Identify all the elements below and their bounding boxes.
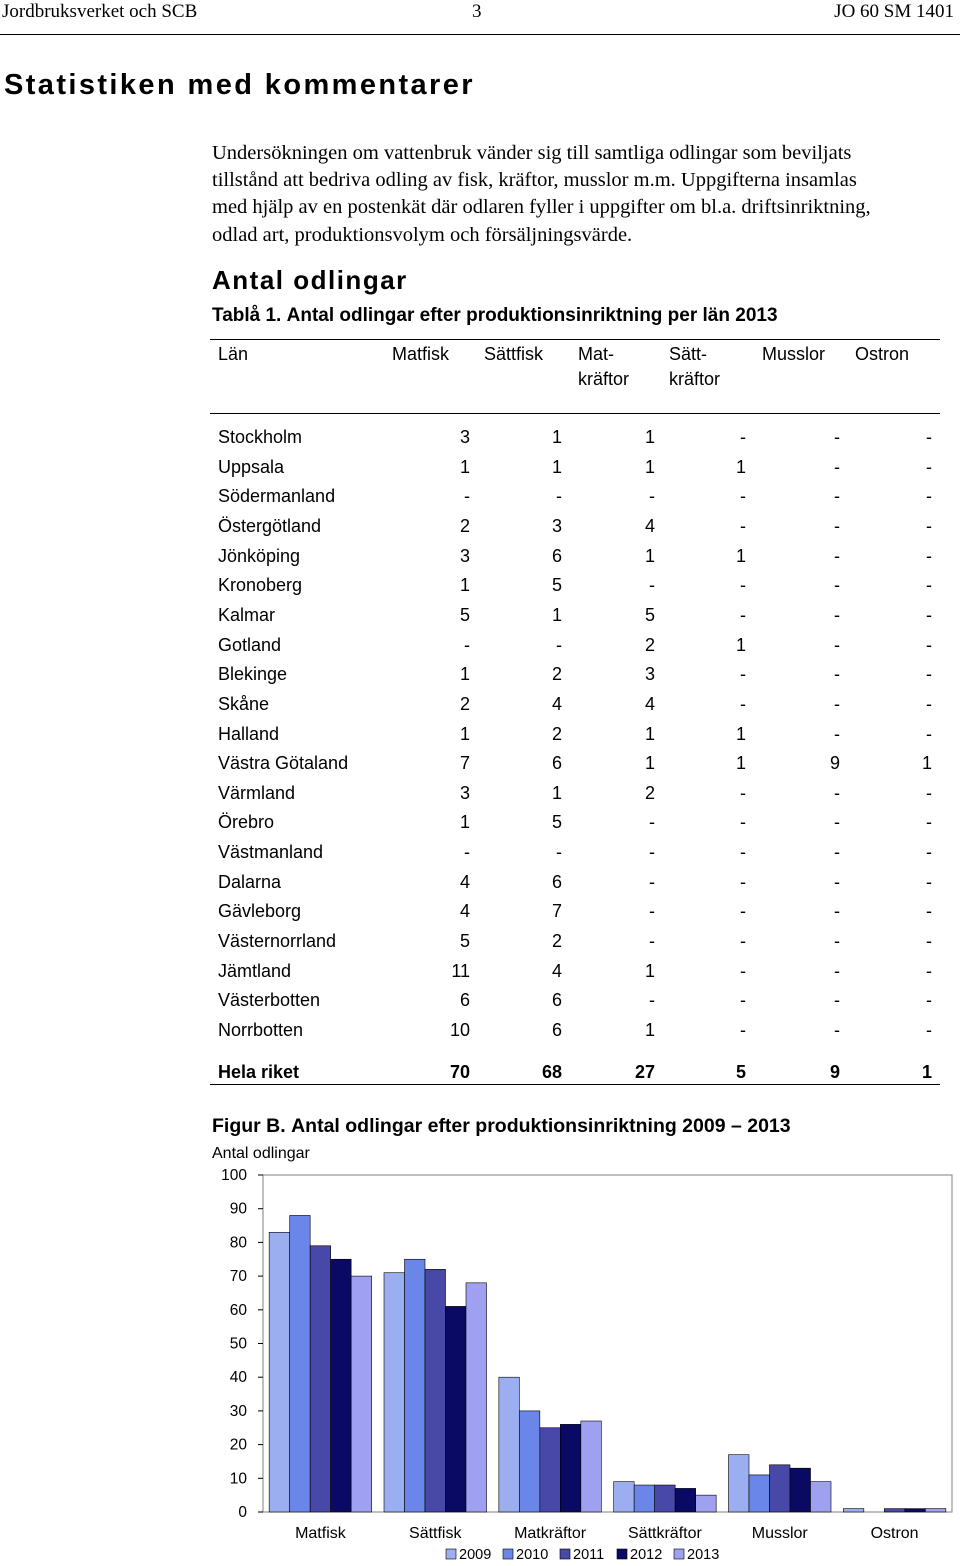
table-row-cell: -: [834, 931, 840, 951]
table-row-cell: -: [926, 546, 932, 566]
table-row-cell: -: [834, 575, 840, 595]
table-row-lan: Blekinge: [218, 664, 288, 684]
table-row-cell: -: [556, 842, 562, 862]
bar-2013: [696, 1495, 717, 1512]
table-row-cell: -: [834, 546, 840, 566]
table-row-cell: 1: [735, 635, 746, 655]
table-row-cell: 1: [459, 664, 470, 684]
table-row-cell: 3: [459, 427, 470, 447]
table-row-cell: -: [649, 842, 655, 862]
table-row-cell: -: [834, 724, 840, 744]
legend-swatch: [617, 1549, 627, 1559]
table-row-cell: -: [834, 872, 840, 892]
bar-2011: [884, 1509, 905, 1512]
table-row-cell: -: [464, 842, 470, 862]
y-tick-label: 80: [229, 1234, 247, 1252]
table-row-cell: -: [834, 427, 840, 447]
bar-2011: [540, 1428, 561, 1512]
table-row-cell: 2: [644, 783, 655, 803]
table-row-lan: Västmanland: [218, 842, 324, 862]
table-row-cell: 1: [551, 427, 562, 447]
bar-2010: [749, 1475, 770, 1512]
y-tick-label: 30: [229, 1402, 247, 1420]
table-row-cell: -: [556, 635, 562, 655]
table-row-cell: -: [649, 486, 655, 506]
table-row-lan: Skåne: [218, 694, 270, 714]
table-row-cell: -: [740, 990, 746, 1010]
table-row-cell: -: [926, 842, 932, 862]
bar-2013: [925, 1509, 946, 1512]
table-row-lan: Halland: [218, 724, 280, 744]
bar-2012: [790, 1468, 811, 1512]
table-row-cell: 1: [644, 546, 655, 566]
table-row-cell: 4: [551, 694, 562, 714]
table-row-cell: -: [926, 605, 932, 625]
section-title: Antal odlingar: [212, 265, 408, 295]
bar-2010: [519, 1411, 540, 1512]
figure-caption-label: Figur B.: [212, 1115, 286, 1137]
table-row-cell: -: [740, 961, 746, 981]
table-row-cell: -: [926, 931, 932, 951]
bar-2012: [675, 1488, 696, 1512]
table-row-lan: Stockholm: [218, 427, 303, 447]
table-row-cell: -: [834, 961, 840, 981]
table-row-cell: -: [740, 486, 746, 506]
table-row-cell: 1: [459, 812, 470, 832]
table-row-cell: -: [834, 664, 840, 684]
table-row-cell: -: [740, 427, 746, 447]
table-row-cell: -: [834, 605, 840, 625]
table-row-cell: -: [926, 635, 932, 655]
y-tick-label: 20: [229, 1436, 247, 1454]
header-publisher: Jordbruksverket och SCB: [2, 1, 198, 22]
legend-label: 2012: [630, 1547, 663, 1563]
table-row-cell: -: [556, 486, 562, 506]
y-tick-label: 0: [238, 1504, 247, 1521]
table-row-cell: 2: [551, 664, 562, 684]
table-row-cell: 11: [451, 961, 470, 981]
table-row-cell: 1: [551, 783, 562, 803]
table-row-cell: -: [740, 694, 746, 714]
table-row-cell: -: [834, 812, 840, 832]
intro-line: tillstånd att bedriva odling av fisk, kräftor, musslor m.m. Uppgifterna insamlas: [212, 169, 857, 192]
bar-2013: [811, 1482, 832, 1512]
table-row-lan: Uppsala: [218, 457, 285, 477]
col-header-ostron: Ostron: [855, 344, 910, 364]
table-row-cell: 6: [551, 753, 562, 773]
bar-2011: [770, 1465, 791, 1512]
table-row-cell: 2: [459, 516, 470, 536]
table-total-cell: 68: [541, 1062, 562, 1082]
table-row-lan: Västra Götaland: [218, 753, 349, 773]
table-row-lan: Södermanland: [218, 486, 336, 506]
table-row-cell: 4: [551, 961, 562, 981]
table-row-lan: Västernorrland: [218, 931, 337, 951]
table-row-cell: 5: [644, 605, 655, 625]
x-category-label: Matfisk: [295, 1525, 346, 1542]
table-row-cell: -: [834, 783, 840, 803]
table-row-lan: Värmland: [218, 783, 296, 803]
x-category-label: Musslor: [751, 1525, 808, 1542]
y-tick-label: 60: [229, 1301, 247, 1319]
table-row-cell: 4: [459, 901, 470, 921]
table-row-cell: -: [926, 990, 932, 1010]
bar-2012: [560, 1424, 581, 1512]
table-row-cell: 1: [644, 457, 655, 477]
table-row-cell: 1: [644, 961, 655, 981]
table-total-cell: 70: [449, 1062, 470, 1082]
table-total-cell: 9: [829, 1062, 840, 1082]
table-row-cell: 1: [644, 724, 655, 744]
table-row-cell: 3: [459, 546, 470, 566]
bar-2013: [351, 1276, 372, 1512]
table-row-cell: 1: [735, 724, 746, 744]
table-row-cell: 1: [735, 457, 746, 477]
table-row-cell: 6: [551, 546, 562, 566]
table-row-cell: 4: [644, 694, 655, 714]
bar-2013: [466, 1283, 487, 1512]
table-row-cell: -: [464, 635, 470, 655]
table-row-cell: -: [740, 664, 746, 684]
table-row-cell: -: [926, 812, 932, 832]
bar-2010: [405, 1259, 426, 1512]
bar-2011: [425, 1269, 446, 1512]
bar-2009: [843, 1509, 864, 1512]
table-row-cell: 6: [459, 990, 470, 1010]
bar-2011: [655, 1485, 676, 1512]
table-row-cell: 1: [921, 753, 932, 773]
col-header-sattkraftor-1: Sätt-: [669, 344, 708, 364]
bar-2012: [331, 1259, 352, 1512]
table-row-cell: -: [834, 486, 840, 506]
table-row-cell: -: [649, 872, 655, 892]
table-row-lan: Västerbotten: [218, 990, 321, 1010]
y-tick-label: 50: [229, 1335, 247, 1353]
bar-2010: [290, 1215, 311, 1512]
table-row-cell: -: [834, 842, 840, 862]
table-row-cell: -: [649, 990, 655, 1010]
table-row-cell: -: [740, 842, 746, 862]
table-row-cell: -: [834, 635, 840, 655]
table-row-cell: -: [926, 516, 932, 536]
y-tick-label: 100: [221, 1167, 247, 1184]
table-row-lan: Örebro: [218, 812, 275, 832]
table-row-cell: 1: [644, 753, 655, 773]
col-header-sattkraftor-2: kräftor: [669, 369, 721, 389]
y-tick-label: 40: [229, 1369, 247, 1387]
figure-caption-text: Antal odlingar efter produktionsinriktning 2009 – 2013: [291, 1115, 791, 1137]
y-tick-label: 10: [229, 1470, 247, 1488]
page-title: Statistiken med kommentarer: [4, 69, 475, 101]
legend-swatch: [674, 1549, 684, 1559]
bar-2013: [581, 1421, 602, 1512]
x-category-label: Ostron: [870, 1525, 919, 1542]
table-row-cell: -: [740, 901, 746, 921]
table-row-cell: -: [926, 427, 932, 447]
table-row-cell: 3: [459, 783, 470, 803]
table-row-cell: -: [926, 901, 932, 921]
table-row-cell: -: [834, 694, 840, 714]
header-series-id: JO 60 SM 1401: [834, 1, 954, 22]
table-total-lan: Hela riket: [218, 1062, 300, 1082]
table-row-cell: -: [464, 486, 470, 506]
table-row-cell: -: [926, 694, 932, 714]
x-category-label: Sättkräftor: [628, 1525, 702, 1542]
bar-2010: [634, 1485, 655, 1512]
table-row-cell: -: [740, 931, 746, 951]
table-row-cell: 5: [459, 605, 470, 625]
table-row-cell: 6: [551, 990, 562, 1010]
table-row-cell: -: [740, 812, 746, 832]
table-row-lan: Gävleborg: [218, 901, 302, 921]
table-row-cell: 1: [459, 575, 470, 595]
table-row-lan: Kalmar: [218, 605, 276, 625]
legend-label: 2009: [459, 1547, 492, 1563]
table-row-cell: 1: [551, 457, 562, 477]
table-caption-label: Tablå 1.: [212, 305, 282, 326]
x-category-label: Matkräftor: [514, 1525, 587, 1542]
col-header-matkraftor-2: kräftor: [578, 369, 630, 389]
table-row-cell: -: [926, 664, 932, 684]
bar-2012: [446, 1306, 467, 1512]
y-tick-label: 90: [229, 1200, 247, 1218]
legend-label: 2010: [516, 1547, 549, 1563]
table-row-cell: -: [740, 605, 746, 625]
table-row-lan: Östergötland: [218, 516, 322, 536]
table-row-lan: Kronoberg: [218, 575, 303, 595]
table-row-cell: -: [926, 575, 932, 595]
table-row-cell: 5: [459, 931, 470, 951]
bar-2009: [384, 1273, 405, 1512]
bar-2011: [310, 1246, 331, 1512]
table-caption-text: Antal odlingar efter produktionsinriktning per län 2013: [286, 305, 778, 326]
table-row-cell: -: [834, 1020, 840, 1040]
table-row-cell: -: [649, 575, 655, 595]
legend-swatch: [503, 1549, 513, 1559]
table-row-cell: -: [926, 872, 932, 892]
legend-label: 2013: [687, 1547, 720, 1563]
table-row-cell: 7: [551, 901, 562, 921]
table-row-cell: -: [834, 901, 840, 921]
table-row-cell: 1: [735, 546, 746, 566]
table-row-cell: -: [926, 724, 932, 744]
page-number: 3: [472, 1, 482, 22]
table-row-cell: 2: [551, 724, 562, 744]
table-row-cell: 6: [551, 872, 562, 892]
table-row-cell: 10: [449, 1020, 470, 1040]
table-row-lan: Jämtland: [218, 961, 292, 981]
table-total-cell: 1: [921, 1062, 932, 1082]
table-row-cell: -: [649, 931, 655, 951]
col-header-lan: Län: [218, 344, 249, 364]
table-row-lan: Jönköping: [218, 546, 301, 566]
table-row-cell: -: [834, 990, 840, 1010]
x-category-label: Sättfisk: [409, 1525, 462, 1542]
table-row-cell: 5: [551, 575, 562, 595]
y-axis-label: Antal odlingar: [212, 1145, 310, 1162]
table-row-cell: 2: [644, 635, 655, 655]
table-row-cell: 3: [644, 664, 655, 684]
table-row-cell: -: [834, 516, 840, 536]
table-row-cell: -: [926, 486, 932, 506]
table-total-cell: 27: [634, 1062, 655, 1082]
table-row-cell: -: [649, 901, 655, 921]
table-row-cell: 1: [644, 427, 655, 447]
table-row-lan: Gotland: [218, 635, 282, 655]
col-header-matkraftor-1: Mat-: [578, 344, 614, 364]
table-row-cell: -: [926, 457, 932, 477]
col-header-sattfisk: Sättfisk: [484, 344, 544, 364]
table-row-cell: -: [834, 457, 840, 477]
table-row-cell: -: [740, 872, 746, 892]
legend-swatch: [446, 1549, 456, 1559]
bar-2009: [499, 1377, 520, 1512]
table-row-cell: -: [926, 961, 932, 981]
table-row-cell: 5: [551, 812, 562, 832]
table-row-cell: 9: [829, 753, 840, 773]
intro-line: med hjälp av en postenkät där odlaren fyller i uppgifter om bl.a. driftsinriktning,: [212, 196, 871, 219]
bar-2009: [269, 1232, 290, 1512]
bar-2009: [614, 1482, 635, 1512]
intro-line: Undersökningen om vattenbruk vänder sig till samtliga odlingar som beviljats: [212, 142, 852, 164]
table-row-cell: -: [740, 575, 746, 595]
table-row-cell: 1: [459, 724, 470, 744]
table-total-cell: 5: [735, 1062, 746, 1082]
col-header-musslor: Musslor: [762, 344, 826, 364]
table-row-cell: -: [740, 516, 746, 536]
table-row-cell: 1: [459, 457, 470, 477]
table-row-cell: 2: [459, 694, 470, 714]
table-row-cell: -: [926, 1020, 932, 1040]
table-row-cell: 4: [644, 516, 655, 536]
table-row-lan: Norrbotten: [218, 1020, 304, 1040]
table-row-cell: -: [740, 783, 746, 803]
y-tick-label: 70: [229, 1268, 247, 1286]
bar-2012: [905, 1509, 926, 1512]
table-row-cell: -: [926, 783, 932, 803]
table-row-cell: 6: [551, 1020, 562, 1040]
table-row-cell: -: [649, 812, 655, 832]
legend-label: 2011: [573, 1547, 605, 1563]
table-row-cell: 1: [735, 753, 746, 773]
legend-swatch: [560, 1549, 570, 1559]
table-row-cell: -: [740, 1020, 746, 1040]
table-row-cell: 3: [551, 516, 562, 536]
table-row-cell: 1: [551, 605, 562, 625]
table-row-cell: 7: [459, 753, 470, 773]
intro-line: odlad art, produktionsvolym och försäljningsvärde.: [212, 223, 633, 246]
table-row-cell: 4: [459, 872, 470, 892]
table-row-lan: Dalarna: [218, 872, 282, 892]
table-row-cell: 2: [551, 931, 562, 951]
table-row-cell: 1: [644, 1020, 655, 1040]
col-header-matfisk: Matfisk: [392, 344, 450, 364]
bar-2009: [729, 1455, 750, 1512]
